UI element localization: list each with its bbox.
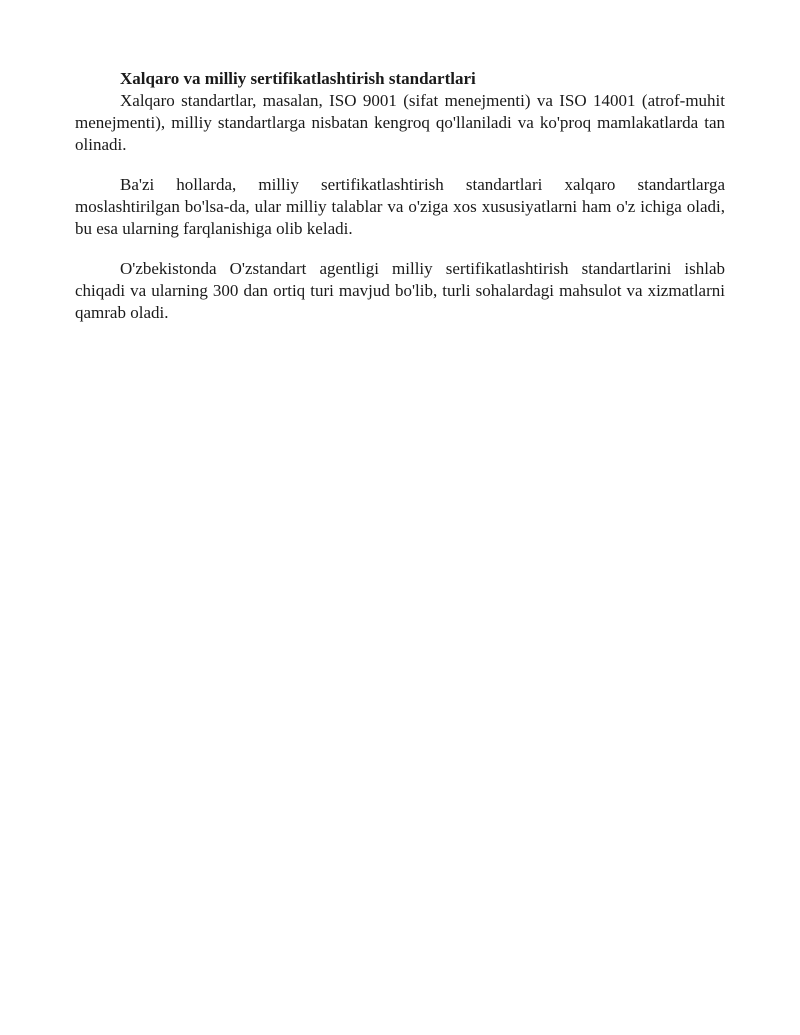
paragraph-uzstandart-agency: O'zbekistonda O'zstandart agentligi milliy sertifikatlashtirish standartlarini ishlab chiqadi va ularning 300 dan ortiq turi mavjud bo'lib, turli sohalardagi mahsulot va xizmatlarni qamrab oladi. xyxy=(75,259,725,322)
paragraph-international-standards: Xalqaro standartlar, masalan, ISO 9001 (sifat menejmenti) va ISO 14001 (atrof-muhit menejmenti), milliy standartlarga nisbatan kengroq qo'llaniladi va ko'proq mamlakatlarda tan olinadi. xyxy=(75,91,725,154)
section-heading: Xalqaro va milliy sertifikatlashtirish standartlari xyxy=(120,69,476,88)
paragraph-national-adaptation: Ba'zi hollarda, milliy sertifikatlashtirish standartlari xalqaro standartlarga moslashtirilgan bo'lsa-da, ular milliy talablar va o'ziga xos xususiyatlarni ham o'z ichiga oladi, bu esa ularning farqlanishiga olib keladi. xyxy=(75,175,725,238)
document-body xyxy=(75,68,725,324)
